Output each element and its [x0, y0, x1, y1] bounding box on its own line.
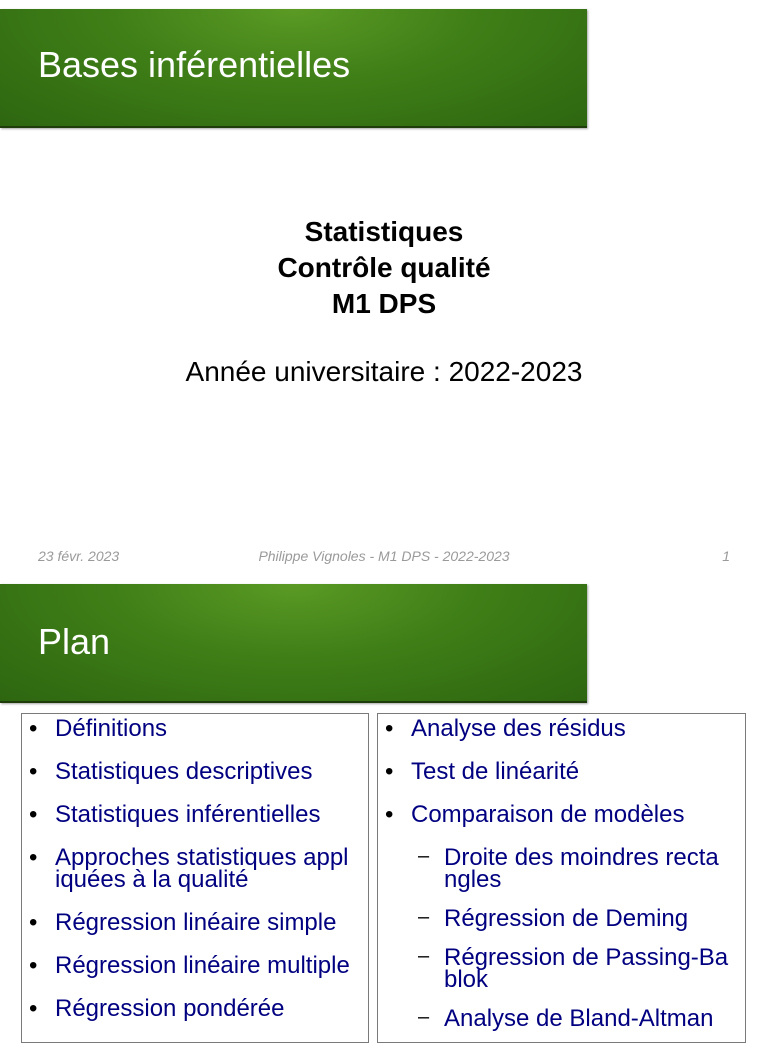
- bullet-icon: •: [29, 758, 38, 785]
- sub-list-item: [378, 1005, 745, 1032]
- footer-author: Philippe Vignoles - M1 DPS - 2022-2023: [258, 548, 510, 564]
- bullet-icon: •: [29, 844, 38, 871]
- list-item-label: Statistiques inférentielles: [55, 801, 321, 828]
- slide2-title: Plan: [38, 621, 111, 662]
- slide1-title: Bases inférentielles: [38, 44, 351, 85]
- list-item: [378, 758, 745, 785]
- sub-list-item: [378, 944, 745, 993]
- list-item: [22, 715, 368, 742]
- list-item: [22, 844, 368, 893]
- sub-list-item-label: Régression de Passing-Ba blok: [444, 944, 729, 993]
- list-item-label: Régression linéaire simple: [55, 909, 337, 936]
- sub-list-item-label: Droite des moindres recta ngles: [444, 844, 719, 893]
- plan-left-column: [21, 713, 369, 1043]
- bullet-icon: •: [385, 715, 394, 742]
- slide1-title-banner: [0, 9, 587, 128]
- sub-list-item: [378, 905, 745, 932]
- list-item-label: Analyse des résidus: [411, 715, 626, 742]
- sub-list-item: [378, 844, 745, 893]
- slide2-title-banner: [0, 584, 587, 703]
- list-item: [378, 715, 745, 742]
- list-item: [22, 801, 368, 828]
- dash-icon: –: [418, 945, 430, 967]
- plan-left-list: [22, 715, 368, 1041]
- list-item: [378, 801, 745, 828]
- list-item: [22, 758, 368, 785]
- sub-list-item-label: Analyse de Bland-Altman: [444, 1005, 714, 1032]
- subject-line-1: Statistiques: [304, 216, 464, 247]
- plan-right-column: [377, 713, 746, 1043]
- subject-line-3: M1 DPS: [331, 288, 437, 319]
- academic-year: Année universitaire : 2022-2023: [185, 356, 583, 387]
- list-item-label: Comparaison de modèles: [411, 801, 685, 828]
- bullet-icon: •: [385, 801, 394, 828]
- sub-list-item-label: Régression de Deming: [444, 905, 689, 932]
- list-item: [22, 952, 368, 979]
- bullet-icon: •: [385, 758, 394, 785]
- plan-right-list: [378, 715, 745, 1047]
- bullet-icon: •: [29, 801, 38, 828]
- list-item-label: Statistiques descriptives: [55, 758, 313, 785]
- subject-line-2: Contrôle qualité: [277, 252, 491, 283]
- list-item: [22, 995, 368, 1022]
- list-item: [22, 909, 368, 936]
- list-item-label: Test de linéarité: [411, 758, 580, 785]
- list-item-label: Approches statistiques appl iquées à la qualité: [55, 844, 349, 893]
- list-item-label: Définitions: [55, 715, 168, 742]
- bullet-icon: •: [29, 995, 38, 1022]
- dash-icon: –: [418, 906, 430, 928]
- dash-icon: –: [418, 1006, 430, 1028]
- bullet-icon: •: [29, 952, 38, 979]
- dash-icon: –: [418, 845, 430, 867]
- list-item-label: Régression pondérée: [55, 995, 285, 1022]
- footer-page-number: 1: [722, 548, 730, 564]
- list-item-label: Régression linéaire multiple: [55, 952, 350, 979]
- bullet-icon: •: [29, 909, 38, 936]
- footer-date: 23 févr. 2023: [38, 548, 120, 564]
- course-subject: [0, 214, 768, 322]
- bullet-icon: •: [29, 715, 38, 742]
